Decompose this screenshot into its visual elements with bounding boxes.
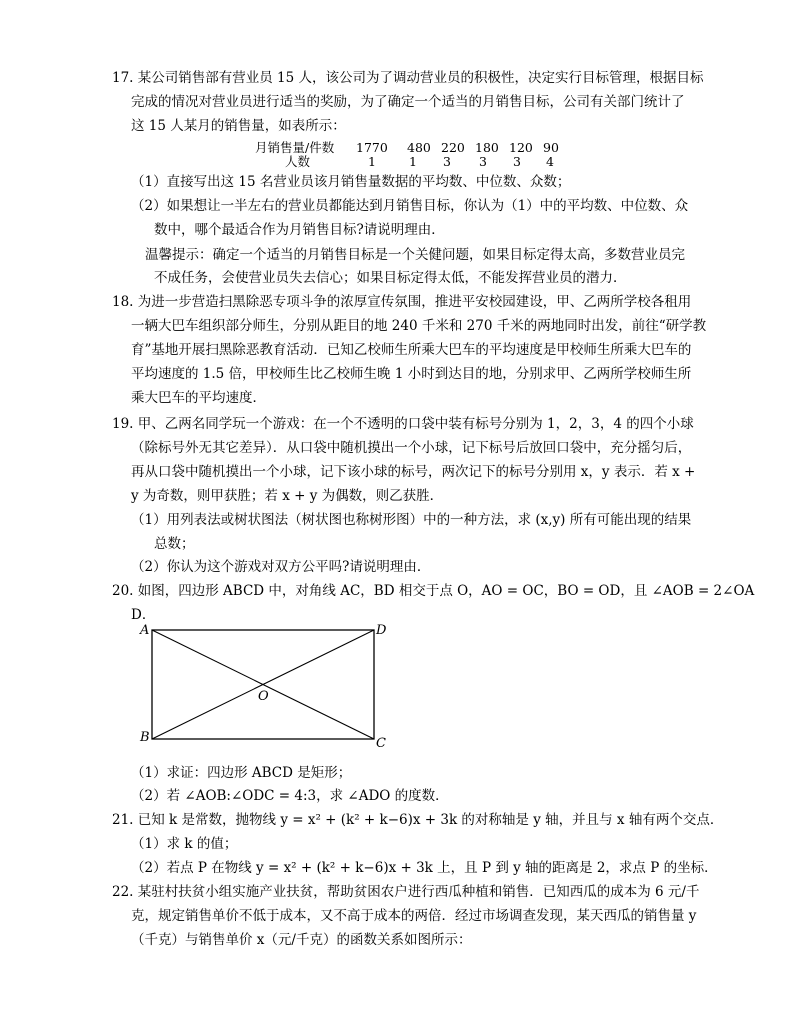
q20-line-2: D． bbox=[131, 607, 156, 623]
q17-tip-1: 温馨提示：确定一个适当的月销售目标是一个关健问题，如果目标定得太高，多数营业员完 bbox=[145, 247, 685, 263]
q18-line-5: 乘大巴车的平均速度． bbox=[131, 390, 266, 406]
q18-line-1: 18. 为进一步营造扫黑除恶专项斗争的浓厚宣传氛围，推进平安校园建设，甲、乙两所学校各租用 bbox=[112, 294, 692, 310]
q17-tip-2: 不成任务，会使营业员失去信心；如果目标定得太低，不能发挥营业员的潜力． bbox=[154, 270, 627, 286]
vertex-label-o: O bbox=[258, 689, 269, 704]
vertex-label-a: A bbox=[140, 623, 150, 638]
q22-line-1: 22. 某驻村扶贫小组实施产业扶贫，帮助贫困农户进行西瓜种植和销售．已知西瓜的成本为 6 元/千 bbox=[112, 884, 700, 900]
q18-line-4: 平均速度的 1.5 倍，甲校师生比乙校师生晚 1 小时到达目的地，分别求甲、乙两所学校师生所 bbox=[131, 366, 692, 382]
table-cell: 220 bbox=[441, 140, 465, 155]
q19-sub-1a: （1）用列表法或树状图法（树状图也称树形图）中的一种方法，求 (x,y) 所有可能出现的结果 bbox=[131, 512, 692, 528]
table-cell: 180 bbox=[475, 140, 499, 155]
q21-line-1: 21. 已知 k 是常数，抛物线 y = x² + (k² + k−6)x + 3k 的对称轴是 y 轴，并且与 x 轴有两个交点． bbox=[112, 812, 724, 828]
q17-line-1: 17. 某公司销售部有营业员 15 人，该公司为了调动营业员的积极性，决定实行目标管理，根据目标 bbox=[112, 70, 704, 86]
q19-sub-1b: 总数； bbox=[154, 536, 195, 552]
table-cell: 3 bbox=[479, 154, 487, 169]
q21-sub-1: （1）求 k 的值； bbox=[131, 836, 238, 852]
table-cell: 3 bbox=[443, 154, 451, 169]
q19-sub-2: （2）你认为这个游戏对双方公平吗?请说明理由． bbox=[131, 559, 431, 575]
q21-sub-2: （2）若点 P 在物线 y = x² + (k² + k−6)x + 3k 上，且 P 到 y 轴的距离是 2，求点 P 的坐标． bbox=[131, 860, 718, 876]
q17-sub-2b: 数中，哪个最适合作为月销售目标?请说明理由． bbox=[154, 222, 445, 238]
q19-line-1: 19. 甲、乙两名同学玩一个游戏：在一个不透明的口袋中装有标号分别为 1，2，3，4 的四个小球 bbox=[112, 416, 694, 432]
q20-line-1: 20. 如图，四边形 ABCD 中，对角线 AC，BD 相交于点 O，AO = OC，BO = OD，且 ∠AOB = 2∠OA bbox=[112, 583, 755, 599]
q22-line-3: （千克）与销售单价 x（元/千克）的函数关系如图所示： bbox=[131, 932, 472, 948]
q17-line-3: 这 15 人某月的销售量，如表所示： bbox=[131, 118, 346, 134]
vertex-label-b: B bbox=[140, 730, 150, 745]
q19-line-4: y 为奇数，则甲获胜；若 x + y 为偶数，则乙获胜． bbox=[131, 488, 444, 504]
table-header-sales: 月销售量/件数 bbox=[255, 140, 335, 155]
q20-sub-2: （2）若 ∠AOB:∠ODC = 4:3，求 ∠ADO 的度数． bbox=[131, 788, 449, 804]
vertex-label-d: D bbox=[376, 623, 387, 638]
q17-sub-2a: （2）如果想让一半左右的营业员都能达到月销售目标，你认为（1）中的平均数、中位数、众 bbox=[131, 198, 689, 214]
q19-line-3: 再从口袋中随机摸出一个小球，记下该小球的标号，两次记下的标号分别用 x，y 表示．若 x + bbox=[131, 464, 696, 480]
table-cell: 3 bbox=[513, 154, 521, 169]
table-cell: 4 bbox=[546, 154, 554, 169]
q22-line-2: 克，规定销售单价不低于成本，又不高于成本的两倍．经过市场调查发现，某天西瓜的销售量 y bbox=[131, 908, 697, 924]
table-header-people: 人数 bbox=[285, 154, 311, 169]
q19-line-2: （除标号外无其它差异）．从口袋中随机摸出一个小球，记下标号后放回口袋中，充分摇匀后， bbox=[131, 440, 692, 456]
q18-line-2: 一辆大巴车组织部分师生，分别从距目的地 240 千米和 270 千米的两地同时出发，前往“研学教 bbox=[131, 318, 707, 334]
rectangle-figure bbox=[130, 615, 410, 755]
q20-sub-1: （1）求证：四边形 ABCD 是矩形； bbox=[131, 765, 352, 781]
q17-line-2: 完成的情况对营业员进行适当的奖励，为了确定一个适当的月销售目标，公司有关部门统计了 bbox=[131, 94, 685, 110]
table-cell: 120 bbox=[509, 140, 533, 155]
vertex-label-c: C bbox=[376, 736, 386, 751]
table-cell: 1 bbox=[409, 154, 417, 169]
table-cell: 1 bbox=[368, 154, 376, 169]
table-cell: 1770 bbox=[356, 140, 388, 155]
table-cell: 90 bbox=[543, 140, 559, 155]
table-cell: 480 bbox=[407, 140, 431, 155]
q18-line-3: 育”基地开展扫黑除恶教育活动．已知乙校师生所乘大巴车的平均速度是甲校师生所乘大巴车的 bbox=[131, 342, 692, 358]
q17-sub-1: （1）直接写出这 15 名营业员该月销售量数据的平均数、中位数、众数； bbox=[131, 174, 571, 190]
